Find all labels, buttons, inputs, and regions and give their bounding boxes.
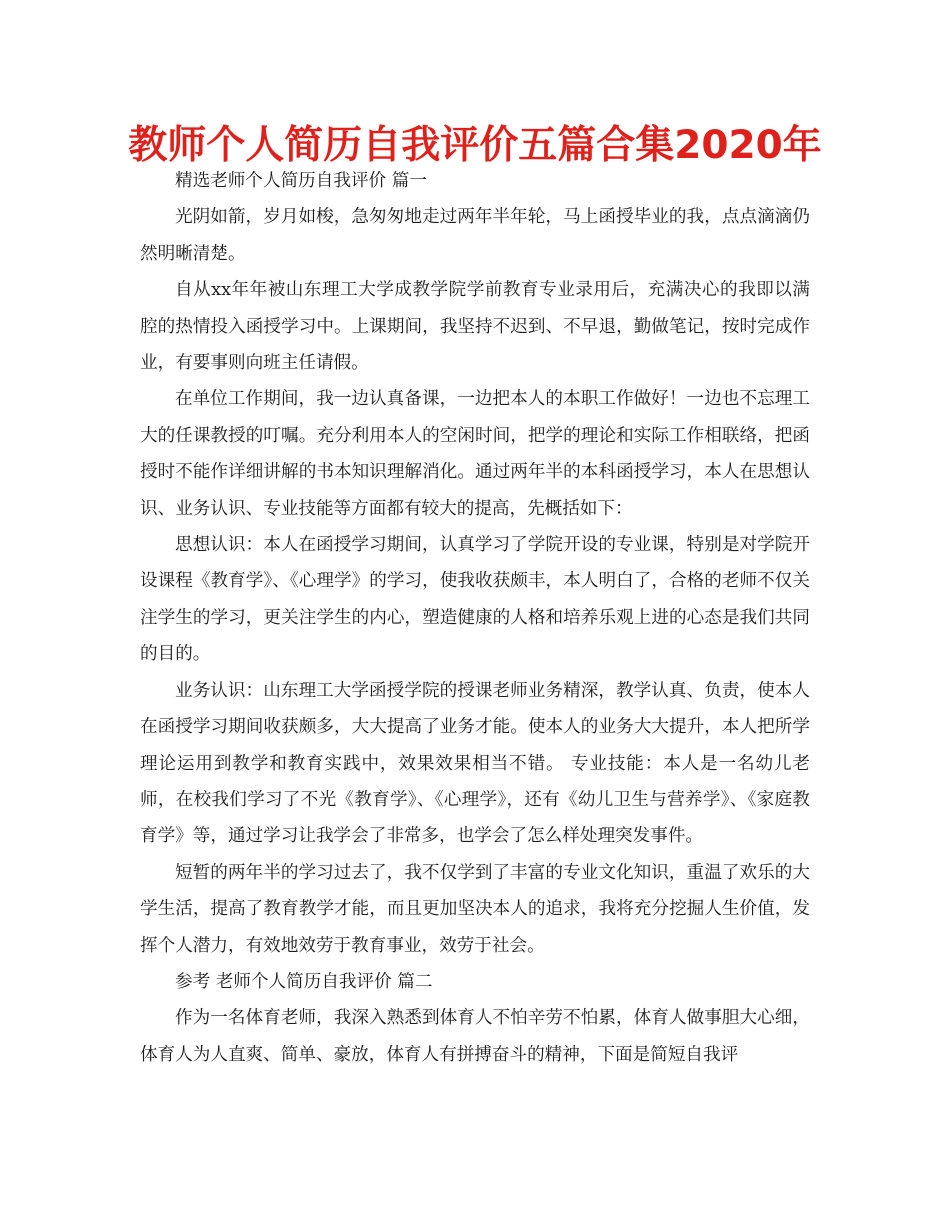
paragraph: 短暂的两年半的学习过去了，我不仅学到了丰富的专业文化知识，重温了欢乐的大学生活，提高了教育教学才能，而且更加坚决本人的追求，我将充分挖掘人生价值，发挥个人潜力，有效地效劳于教育事业，效劳于社会。: [140, 862, 810, 956]
paragraph: 在单位工作期间，我一边认真备课，一边把本人的本职工作做好！一边也不忘理工大的任课教授的叮嘱。充分利用本人的空闲时间，把学的理论和实际工作相联络，把函授时不能作详细讲解的书本知识理解消化。通过两年半的本科函授学习，本人在思想认识、业务认识、专业技能等方面都有较大的提高，先概括如下：: [140, 389, 810, 519]
paragraph: 自从xx年年被山东理工大学成教学院学前教育专业录用后，充满决心的我即以满腔的热情投入函授学习中。上课期间，我坚持不迟到、不早退，勤做笔记，按时完成作业，有要事则向班主任请假。: [140, 280, 810, 374]
paragraph: 思想认识：本人在函授学习期间，认真学习了学院开设的专业课，特别是对学院开设课程《教育学》、《心理学》的学习，使我收获颇丰，本人明白了，合格的老师不仅关注学生的学习，更关注学生的内心，塑造健康的人格和培养乐观上进的心态是我们共同的目的。: [140, 535, 810, 665]
paragraph: 光阴如箭，岁月如梭，急匆匆地走过两年半年轮，马上函授毕业的我，点点滴滴仍然明晰清楚。: [140, 207, 810, 264]
paragraph: 业务认识：山东理工大学函授学院的授课老师业务精深，教学认真、负责，使本人在函授学习期间收获颇多，大大提高了业务才能。使本人的业务大大提升，本人把所学理论运用到教学和教育实践中，效果效果相当不错。 专业技能：本人是一名幼儿老师，在校我们学习了不光《教育学》、《心理学》，还有《幼儿卫生与营养学》、《家庭教育学》等，通过学习让我学会了非常多，也学会了怎么样处理突发事件。: [140, 680, 810, 847]
section-heading-1: 精选老师个人简历自我评价 篇一: [175, 171, 427, 191]
section-heading-2: 参考 老师个人简历自我评价 篇二: [175, 971, 433, 992]
document-title: 教师个人简历自我评价五篇合集2020年: [128, 123, 822, 168]
paragraph: 作为一名体育老师，我深入熟悉到体育人不怕辛劳不怕累，体育人做事胆大心细，体育人为人直爽、简单、豪放，体育人有拼搏奋斗的精神，下面是简短自我评: [140, 1008, 810, 1065]
document-body: [140, 163, 810, 1073]
